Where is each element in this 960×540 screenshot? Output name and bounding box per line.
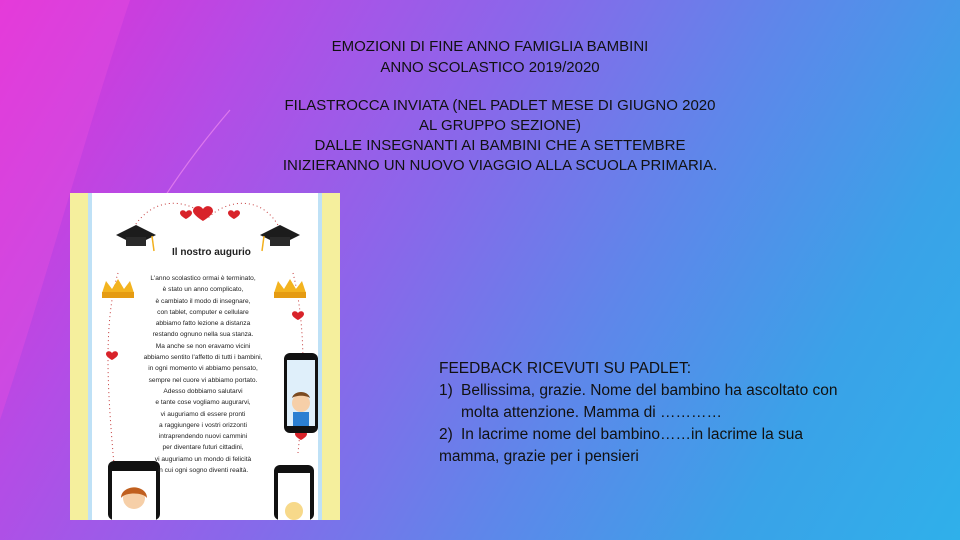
poem-line: L'anno scolastico ormai è terminato,: [150, 275, 256, 282]
feedback-section: [439, 358, 949, 468]
poem-line: intraprendendo nuovi cammini: [158, 433, 248, 441]
poem-line: in cui ogni sogno diventi realtà.: [157, 467, 249, 475]
feedback-item-text-continued: mamma, grazie per i pensieri: [439, 448, 639, 465]
poem-line: sempre nel cuore vi abbiamo portato.: [148, 376, 258, 384]
poem-poster: [70, 193, 340, 520]
poem-line: Ma anche se non eravamo vicini: [155, 342, 251, 350]
poem-line: vi auguriamo un mondo di felicità: [154, 455, 252, 463]
page-title: [200, 36, 780, 78]
poem-line: abbiamo sentito l'affetto di tutti i bambini,: [143, 354, 263, 362]
feedback-item: [439, 424, 949, 468]
poster-page: [88, 193, 322, 520]
title-line-1: EMOZIONI DI FINE ANNO FAMIGLIA BAMBINI: [331, 38, 649, 55]
poem-line: Adesso dobbiamo salutarvi: [163, 387, 243, 395]
feedback-item: [439, 380, 949, 424]
feedback-item-text: In lacrime nome del bambino……in lacrime la sua: [461, 426, 804, 443]
poem-line: restando ognuno nella sua stanza.: [152, 331, 254, 339]
subtitle-line-1: FILASTROCCA INVIATA (NEL PADLET MESE DI GIUGNO 2020: [284, 97, 716, 114]
subtitle-line-3: DALLE INSEGNANTI AI BAMBINI CHE A SETTEMBRE: [314, 137, 686, 154]
page-subtitle: [200, 96, 800, 176]
poster-poem: [138, 273, 268, 476]
poem-line: vi auguriamo di essere pronti: [160, 410, 246, 418]
poem-line: e tante cose vogliamo augurarvi,: [155, 399, 251, 407]
poem-line: abbiamo fatto lezione a distanza: [155, 320, 251, 328]
poem-line: è stato un anno complicato,: [162, 286, 244, 294]
title-line-2: ANNO SCOLASTICO 2019/2020: [380, 59, 600, 76]
feedback-heading: FEEDBACK RICEVUTI SU PADLET:: [439, 360, 692, 377]
poem-line: a raggiungere i vostri orizzonti: [159, 421, 247, 429]
poem-line: con tablet, computer e cellulare: [157, 308, 249, 316]
feedback-item-number: 1): [439, 382, 453, 399]
poster-title: Il nostro augurio: [172, 247, 251, 258]
subtitle-line-2: AL GRUPPO SEZIONE): [419, 117, 581, 134]
poem-line: in ogni momento vi abbiamo pensato,: [148, 365, 258, 373]
subtitle-line-4: INIZIERANNO UN NUOVO VIAGGIO ALLA SCUOLA PRIMARIA.: [282, 157, 718, 174]
feedback-item-text-continued: molta attenzione. Mamma di …………: [461, 404, 723, 421]
feedback-item-number: 2): [439, 426, 453, 443]
poem-line: per diventare futuri cittadini,: [162, 444, 244, 452]
feedback-item-text: Bellissima, grazie. Nome del bambino ha ascoltato con: [461, 382, 838, 399]
poem-line: è cambiato il modo di insegnare,: [155, 297, 251, 305]
